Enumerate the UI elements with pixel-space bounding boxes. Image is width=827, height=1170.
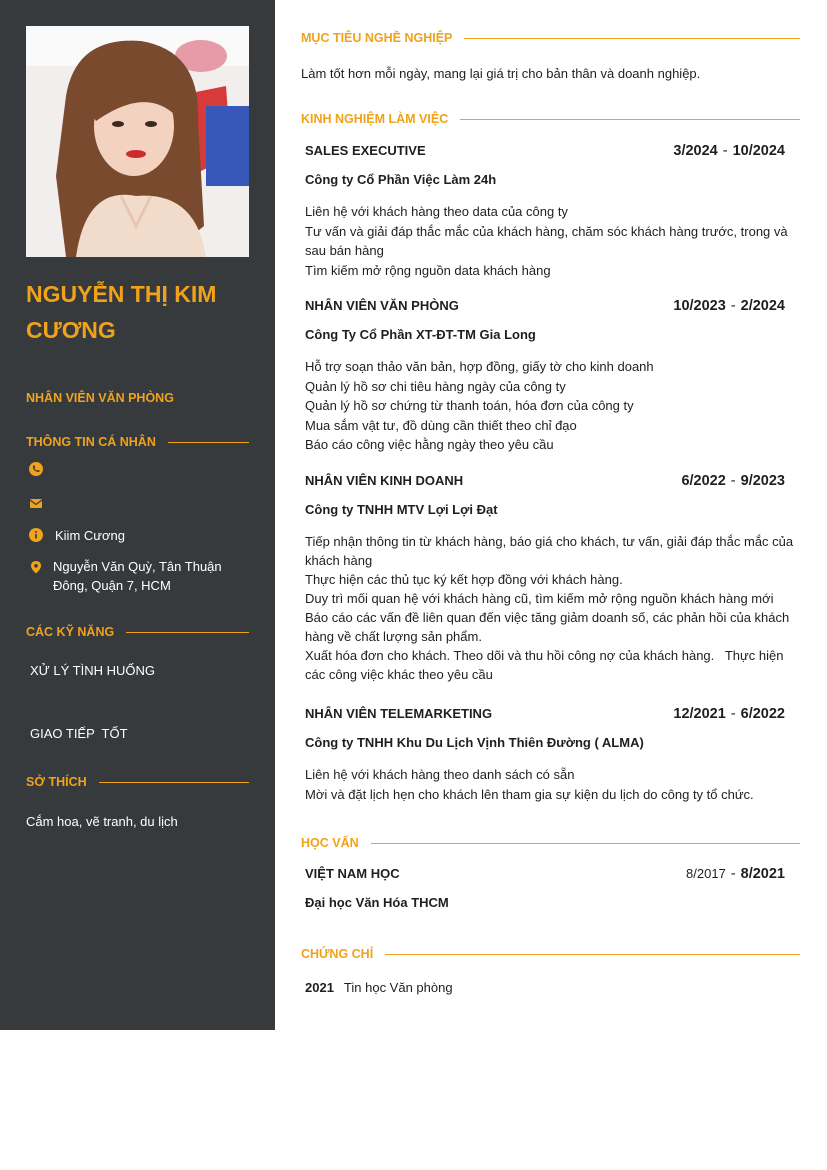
certificates-heading-text: CHỨNG CHỈ <box>301 947 374 961</box>
job-company: Công ty TNHH Khu Du Lịch Vịnh Thiên Đường ( ALMA) <box>305 735 644 750</box>
duty-item: Thực hiện các thủ tục ký kết hợp đồng với khách hàng. <box>305 572 623 587</box>
personal-info-heading <box>26 434 249 450</box>
certificate-year: 2021 <box>305 980 334 995</box>
duty-item: Quản lý hồ sơ chứng từ thanh toán, hóa đơn của công ty <box>305 398 634 413</box>
address-row <box>29 557 249 595</box>
job-entry <box>305 298 797 455</box>
education-end: 8/2021 <box>740 866 785 882</box>
duty-item: Hỗ trợ soạn thảo văn bản, hợp đồng, giấy tờ cho kinh doanh <box>305 359 654 374</box>
job-duties <box>305 532 797 684</box>
skills-heading-text: CÁC KỸ NĂNG <box>26 625 115 639</box>
education-school: Đại học Văn Hóa THCM <box>305 895 449 910</box>
duty-item: Mua sắm vật tư, đồ dùng cần thiết theo chỉ đạo <box>305 417 577 433</box>
email-icon <box>29 496 43 510</box>
objective-text: Làm tốt hơn mỗi ngày, mang lại giá trị cho bản thân và doanh nghiệp. <box>301 66 701 81</box>
duty-item: Báo cáo công việc hằng ngày theo yêu cầu <box>305 437 554 452</box>
duty-item: Mời và đặt lịch hẹn cho khách lên tham gia sự kiện du lịch do công ty tổ chức. <box>305 786 754 802</box>
candidate-position: NHÂN VIÊN VĂN PHÒNG <box>26 391 174 405</box>
candidate-name: NGUYỄN THỊ KIM CƯƠNG <box>26 281 217 343</box>
certificate-entry <box>305 980 453 995</box>
nickname-row <box>29 526 249 545</box>
education-major: VIỆT NAM HỌC <box>305 866 400 881</box>
nickname-text: Kiim Cương <box>55 528 125 543</box>
personal-info-heading-text: THÔNG TIN CÁ NHÂN <box>26 435 156 449</box>
job-end: 10/2024 <box>732 143 785 159</box>
duty-item: Xuất hóa đơn cho khách. Theo dõi và thu hồi công nợ của khách hàng. Thực hiện các công việc khác theo yêu cầu <box>305 648 788 682</box>
duty-item: Quản lý hồ sơ chi tiêu hàng ngày của công ty <box>305 378 566 394</box>
duty-item: Duy trì mối quan hệ với khách hàng cũ, tìm kiếm mở rộng nguồn khách hàng mới <box>305 591 774 606</box>
phone-row <box>29 460 249 476</box>
job-end: 2/2024 <box>740 298 785 314</box>
duty-item: Liên hệ với khách hàng theo data của công ty <box>305 204 568 219</box>
job-company: Công ty Cổ Phần Việc Làm 24h <box>305 172 497 187</box>
job-date: 6/2022 - 9/2023 <box>681 473 785 489</box>
experience-heading-text: KINH NGHIỆM LÀM VIỆC <box>301 112 449 126</box>
job-duties <box>305 202 797 280</box>
duty-item: Liên hệ với khách hàng theo danh sách có sẵn <box>305 767 575 782</box>
job-title: NHÂN VIÊN VĂN PHÒNG <box>305 298 459 313</box>
job-start: 3/2024 <box>673 143 718 159</box>
duty-item: Tìm kiếm mở rộng nguồn data khách hàng <box>305 262 551 278</box>
job-start: 10/2023 <box>673 298 726 314</box>
duty-item: Tư vấn và giải đáp thắc mắc của khách hàng, chăm sóc khách hàng trước, trong và sau bán hàng <box>305 223 788 258</box>
job-start: 6/2022 <box>681 473 726 489</box>
job-date: 3/2024 - 10/2024 <box>673 143 785 159</box>
job-end: 6/2022 <box>740 706 785 722</box>
certificates-heading <box>301 946 800 962</box>
heading-divider <box>168 442 249 443</box>
skill-item: XỬ LÝ TÌNH HUỐNG <box>30 663 155 678</box>
education-start: 8/2017 <box>686 866 726 881</box>
job-company: Công Ty Cổ Phần XT-ĐT-TM Gia Long <box>305 327 536 342</box>
info-icon <box>29 528 43 542</box>
job-duties <box>305 357 797 455</box>
phone-icon <box>29 462 43 476</box>
job-entry <box>305 143 797 280</box>
education-entry <box>305 866 797 915</box>
job-entry <box>305 473 797 684</box>
job-entry <box>305 706 797 804</box>
heading-divider <box>99 782 249 783</box>
job-title: NHÂN VIÊN TELEMARKETING <box>305 706 493 721</box>
address-text: Nguyễn Văn Quỳ, Tân Thuận Đông, Quận 7, HCM <box>53 559 222 593</box>
job-title: SALES EXECUTIVE <box>305 143 426 158</box>
heading-divider <box>460 119 800 120</box>
education-heading <box>301 835 800 851</box>
experience-heading <box>301 111 800 127</box>
sidebar <box>0 0 275 1030</box>
education-date: 8/2017 - 8/2021 <box>686 866 785 882</box>
hobbies-heading <box>26 774 249 790</box>
heading-divider <box>385 954 800 955</box>
job-company: Công ty TNHH MTV Lợi Lợi Đạt <box>305 502 498 517</box>
job-date: 10/2023 - 2/2024 <box>673 298 785 314</box>
duty-item: Tiếp nhận thông tin từ khách hàng, báo giá cho khách, tư vấn, giải đáp thắc mắc của khách hàng <box>305 534 794 568</box>
hobbies-heading-text: SỞ THÍCH <box>26 775 87 789</box>
education-heading-text: HỌC VẤN <box>301 836 359 850</box>
objective-heading <box>301 30 800 46</box>
duty-item: Báo cáo các vấn đề liên quan đến việc tăng giảm doanh số, các phản hồi của khách hàng về chất lượng sản phẩm. <box>305 610 790 644</box>
skills-heading <box>26 624 249 640</box>
objective-heading-text: MỤC TIÊU NGHỀ NGHIỆP <box>301 31 453 45</box>
email-row <box>29 494 249 510</box>
location-icon <box>29 560 43 574</box>
certificate-name: Tin học Văn phòng <box>343 980 453 995</box>
heading-divider <box>126 632 249 633</box>
job-duties <box>305 765 797 804</box>
job-title: NHÂN VIÊN KINH DOANH <box>305 473 464 488</box>
heading-divider <box>371 843 800 844</box>
hobbies-text: Cắm hoa, vẽ tranh, du lịch <box>26 814 178 829</box>
job-start: 12/2021 <box>673 706 726 722</box>
skill-item: GIAO TIẾP TỐT <box>30 726 128 741</box>
profile-photo <box>26 26 249 257</box>
heading-divider <box>464 38 800 39</box>
job-end: 9/2023 <box>740 473 785 489</box>
job-date: 12/2021 - 6/2022 <box>673 706 785 722</box>
